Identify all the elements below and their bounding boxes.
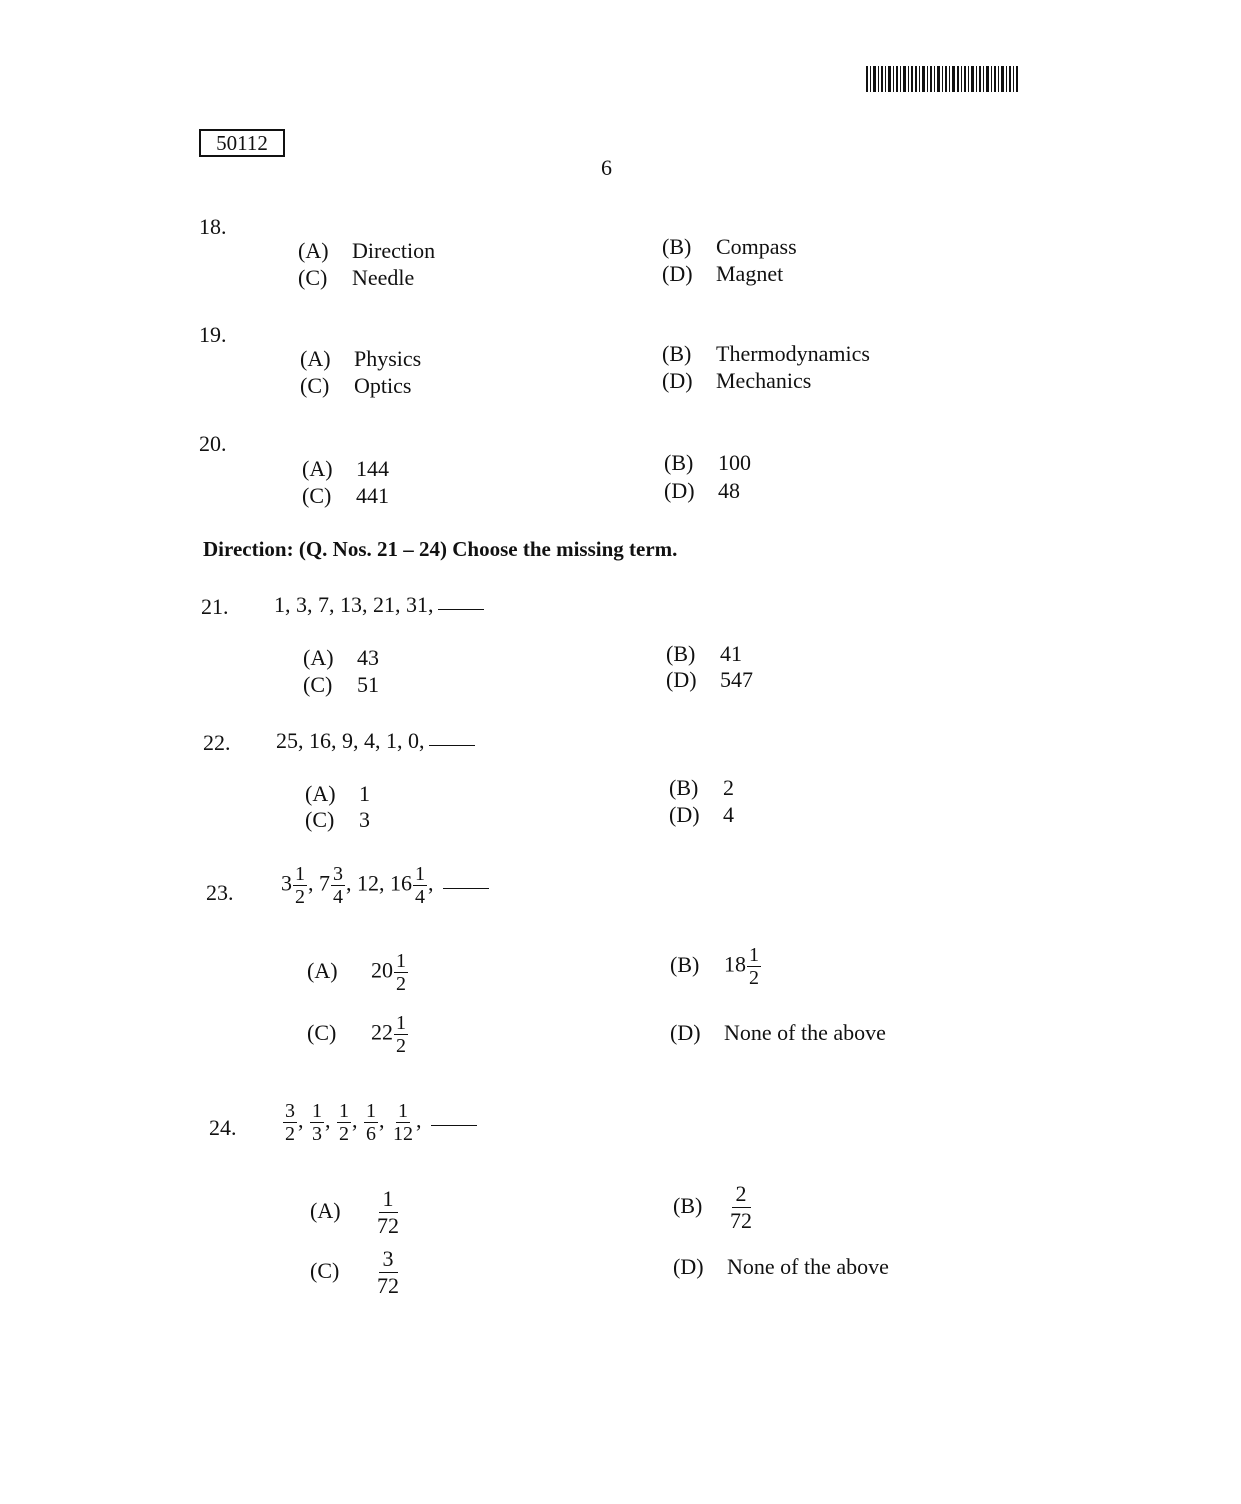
option-text: 4 [723,802,734,827]
denominator: 72 [377,1273,399,1298]
option-text: Magnet [716,261,784,286]
question-sequence [276,728,475,754]
numerator: 3 [333,863,343,885]
option-text: 3 [359,807,370,832]
question-number: 19. [199,322,227,347]
option-label: (D) [664,478,695,503]
option-a [303,645,379,671]
numerator: 2 [732,1181,751,1208]
numerator: 1 [366,1100,376,1122]
fraction [375,1246,401,1299]
denominator: 2 [285,1123,295,1145]
answer-blank [431,1124,477,1126]
fraction [394,1012,408,1057]
numerator: 1 [396,1012,406,1034]
term-whole: 12 [357,870,379,896]
option-text: 43 [357,645,379,670]
denominator: 2 [396,1035,406,1057]
denominator: 2 [295,886,305,908]
question-number: 23. [206,880,234,905]
option-label: (B) [666,641,696,666]
option-b [662,341,870,367]
option-text: Compass [716,234,797,259]
option-c [310,1246,402,1299]
denominator: 3 [312,1123,322,1145]
barcode [866,66,1018,92]
option-c [305,807,370,833]
option-c [302,483,389,509]
option-whole: 20 [371,957,393,983]
option-text: Physics [354,346,422,371]
answer-blank [438,608,484,610]
question-number: 20. [199,431,227,456]
option-b [662,234,797,260]
option-text: 48 [718,478,740,503]
option-label: (B) [662,234,692,259]
option-a [300,346,421,372]
numerator: 1 [295,863,305,885]
option-label: (A) [310,1197,341,1223]
option-d [662,261,783,287]
option-label: (C) [305,807,335,832]
option-whole: 18 [724,951,746,977]
option-label: (A) [300,346,331,371]
denominator: 4 [333,886,343,908]
numerator: 3 [285,1100,295,1122]
fraction [375,1186,401,1239]
denominator: 2 [749,967,759,989]
option-label: (B) [664,450,694,475]
option-b [664,450,751,476]
fraction [394,950,408,995]
option-text: None of the above [724,1020,886,1045]
option-label: (A) [302,456,333,481]
option-text: None of the above [727,1254,889,1279]
question-number: 21. [201,594,229,619]
option-text: 144 [356,456,389,481]
fraction [293,863,307,908]
term-whole: 3 [281,870,292,896]
denominator: 12 [393,1123,413,1145]
option-label: (D) [673,1254,704,1279]
direction-heading: Direction: (Q. Nos. 21 – 24) Choose the missing term. [203,537,678,561]
numerator: 1 [396,950,406,972]
option-text: Mechanics [716,368,812,393]
fraction [391,1100,415,1145]
term-whole: 7 [319,870,330,896]
denominator: 72 [730,1208,752,1233]
option-d [662,368,811,394]
sequence-text: 25, 16, 9, 4, 1, 0, [276,728,425,753]
numerator: 1 [398,1100,408,1122]
fraction [364,1100,378,1145]
option-label: (C) [310,1257,340,1283]
option-text: 441 [356,483,389,508]
option-label: (C) [302,483,332,508]
option-text: 100 [718,450,751,475]
fraction [337,1100,351,1145]
option-label: (D) [670,1020,701,1045]
fraction [413,863,427,908]
numerator: 3 [379,1246,398,1273]
sequence-text: 1, 3, 7, 13, 21, 31, [274,592,434,617]
numerator: 1 [379,1186,398,1213]
question-sequence: $\frac{3}{2}$ , $\frac{1}{3}$ , $\frac{1}{2}$ , $\frac{1}{6}$ , $\frac{1}{12}$ , [282,1100,477,1145]
option-label: (D) [662,261,693,286]
option-label: (A) [307,957,338,983]
option-label: (C) [307,1019,337,1045]
option-a [305,781,370,807]
fraction [747,944,761,989]
denominator: 2 [396,973,406,995]
question-number: 24. [209,1115,237,1140]
option-label: (C) [303,672,333,697]
question-number: 18. [199,214,227,239]
fraction [331,863,345,908]
numerator: 1 [339,1100,349,1122]
option-label: (A) [303,645,334,670]
answer-blank [443,887,489,889]
option-d [673,1254,889,1280]
option-d [670,1020,886,1046]
fraction [310,1100,324,1145]
option-text: Optics [354,373,412,398]
option-d [666,667,753,693]
fraction [283,1100,297,1145]
option-b [669,775,734,801]
option-text: Direction [352,238,436,263]
option-label: (A) [305,781,336,806]
option-b [673,1181,755,1234]
option-text: 1 [359,781,370,806]
paper-code-box: 50112 [199,129,285,157]
option-label: (B) [669,775,699,800]
option-label: (B) [673,1192,703,1218]
denominator: 2 [339,1123,349,1145]
numerator: 1 [415,863,425,885]
option-text: 41 [720,641,742,666]
option-label: (D) [669,802,700,827]
answer-blank [429,744,475,746]
option-text: 51 [357,672,379,697]
option-a [307,950,409,995]
option-c [303,672,379,698]
option-d [669,802,734,828]
option-text: 547 [720,667,753,692]
denominator: 6 [366,1123,376,1145]
option-label: (B) [670,951,700,977]
fraction [728,1181,754,1234]
option-label: (C) [300,373,330,398]
numerator: 1 [312,1100,322,1122]
option-a [298,238,435,264]
question-sequence: 3 $\frac{1}{2}$ , 7 $\frac{3}{4}$ , 12, 16 $\frac{1}{4}$ , [281,863,489,908]
option-label: (D) [662,368,693,393]
term-whole: 16 [390,870,412,896]
option-label: (A) [298,238,329,263]
page-number: 6 [601,155,612,180]
denominator: 4 [415,886,425,908]
option-d [664,478,740,504]
option-text: Thermodynamics [716,341,870,366]
option-label: (C) [298,265,328,290]
question-number: 22. [203,730,231,755]
option-c [300,373,411,399]
option-a [310,1186,402,1239]
numerator: 1 [749,944,759,966]
option-label: (D) [666,667,697,692]
option-text: 2 [723,775,734,800]
denominator: 72 [377,1213,399,1238]
option-b [670,944,762,989]
option-a [302,456,389,482]
option-label: (B) [662,341,692,366]
option-whole: 22 [371,1019,393,1045]
option-text: Needle [352,265,415,290]
option-c [307,1012,409,1057]
option-c [298,265,414,291]
option-b [666,641,742,667]
question-sequence [274,592,484,618]
